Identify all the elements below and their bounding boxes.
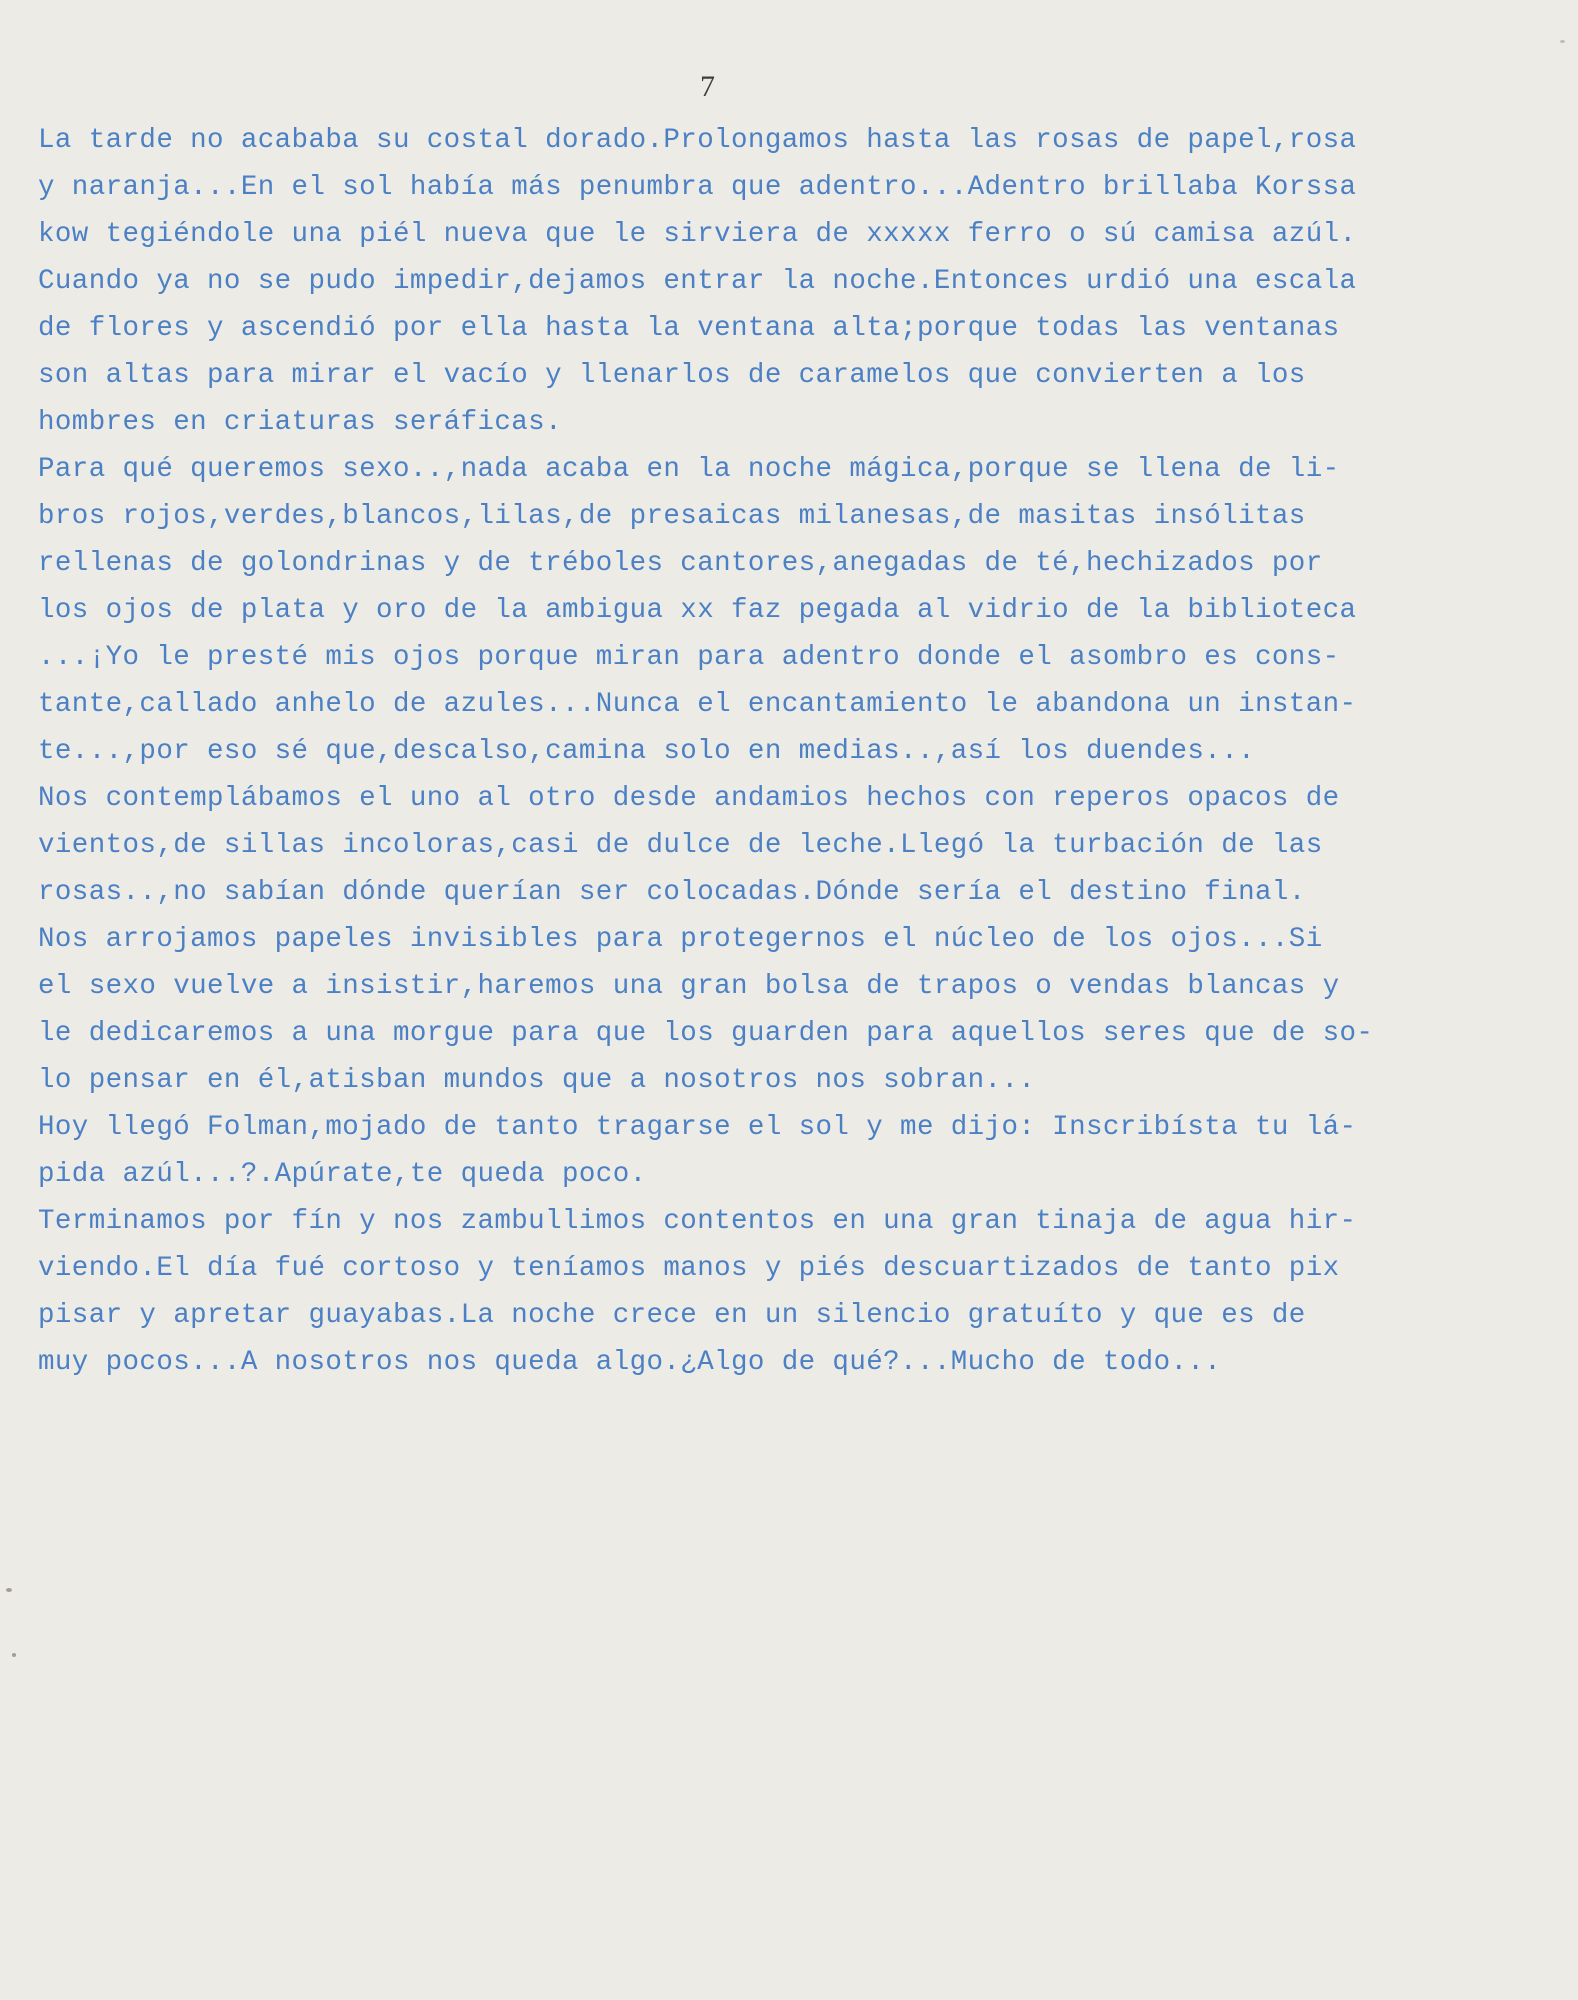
text-line: Nos contemplábamos el uno al otro desde andamios hechos con reperos opacos de: [38, 783, 1340, 814]
paper-mark: [1560, 40, 1565, 43]
page-number: 7: [700, 70, 715, 103]
text-line: los ojos de plata y oro de la ambigua xx faz pegada al vidrio de la biblioteca: [38, 595, 1357, 626]
text-line: le dedicaremos a una morgue para que los guarden para aquellos seres que de so-: [38, 1018, 1374, 1049]
paper-mark: [6, 1588, 12, 1592]
text-line: Nos arrojamos papeles invisibles para protegernos el núcleo de los ojos...Si: [38, 924, 1323, 955]
text-line: lo pensar en él,atisban mundos que a nosotros nos sobran...: [38, 1065, 1036, 1096]
text-line: el sexo vuelve a insistir,haremos una gran bolsa de trapos o vendas blancas y: [38, 971, 1340, 1002]
text-line: muy pocos...A nosotros nos queda algo.¿Algo de qué?...Mucho de todo...: [38, 1347, 1222, 1378]
text-line: pisar y apretar guayabas.La noche crece en un silencio gratuíto y que es de: [38, 1300, 1306, 1331]
text-line: te...,por eso sé que,descalso,camina solo en medias..,así los duendes...: [38, 736, 1255, 767]
paper-mark: [12, 1653, 16, 1657]
text-line: vientos,de sillas incoloras,casi de dulce de leche.Llegó la turbación de las: [38, 830, 1323, 861]
text-line: La tarde no acababa su costal dorado.Prolongamos hasta las rosas de papel,rosa: [38, 125, 1357, 156]
text-line: y naranja...En el sol había más penumbra que adentro...Adentro brillaba Korssa: [38, 172, 1357, 203]
typed-body: [38, 117, 1538, 1386]
text-line: son altas para mirar el vacío y llenarlos de caramelos que convierten a los: [38, 360, 1306, 391]
text-line: hombres en criaturas seráficas.: [38, 407, 562, 438]
text-line: Terminamos por fín y nos zambullimos contentos en una gran tinaja de agua hir-: [38, 1206, 1357, 1237]
text-line: Para qué queremos sexo..,nada acaba en la noche mágica,porque se llena de li-: [38, 454, 1340, 485]
text-line: Hoy llegó Folman,mojado de tanto tragarse el sol y me dijo: Inscribísta tu lá-: [38, 1112, 1357, 1143]
text-line: pida azúl...?.Apúrate,te queda poco.: [38, 1159, 647, 1190]
text-line: bros rojos,verdes,blancos,lilas,de presaicas milanesas,de masitas insólitas: [38, 501, 1306, 532]
text-line: viendo.El día fué cortoso y teníamos manos y piés descuartizados de tanto pix: [38, 1253, 1340, 1284]
text-line: kow tegiéndole una piél nueva que le sirviera de xxxxx ferro o sú camisa azúl.: [38, 219, 1357, 250]
text-line: tante,callado anhelo de azules...Nunca el encantamiento le abandona un instan-: [38, 689, 1357, 720]
text-line: de flores y ascendió por ella hasta la ventana alta;porque todas las ventanas: [38, 313, 1340, 344]
text-line: Cuando ya no se pudo impedir,dejamos entrar la noche.Entonces urdió una escala: [38, 266, 1357, 297]
text-line: rosas..,no sabían dónde querían ser colocadas.Dónde sería el destino final.: [38, 877, 1306, 908]
text-line: rellenas de golondrinas y de tréboles cantores,anegadas de té,hechizados por: [38, 548, 1323, 579]
text-line: ...¡Yo le presté mis ojos porque miran para adentro donde el asombro es cons-: [38, 642, 1340, 673]
